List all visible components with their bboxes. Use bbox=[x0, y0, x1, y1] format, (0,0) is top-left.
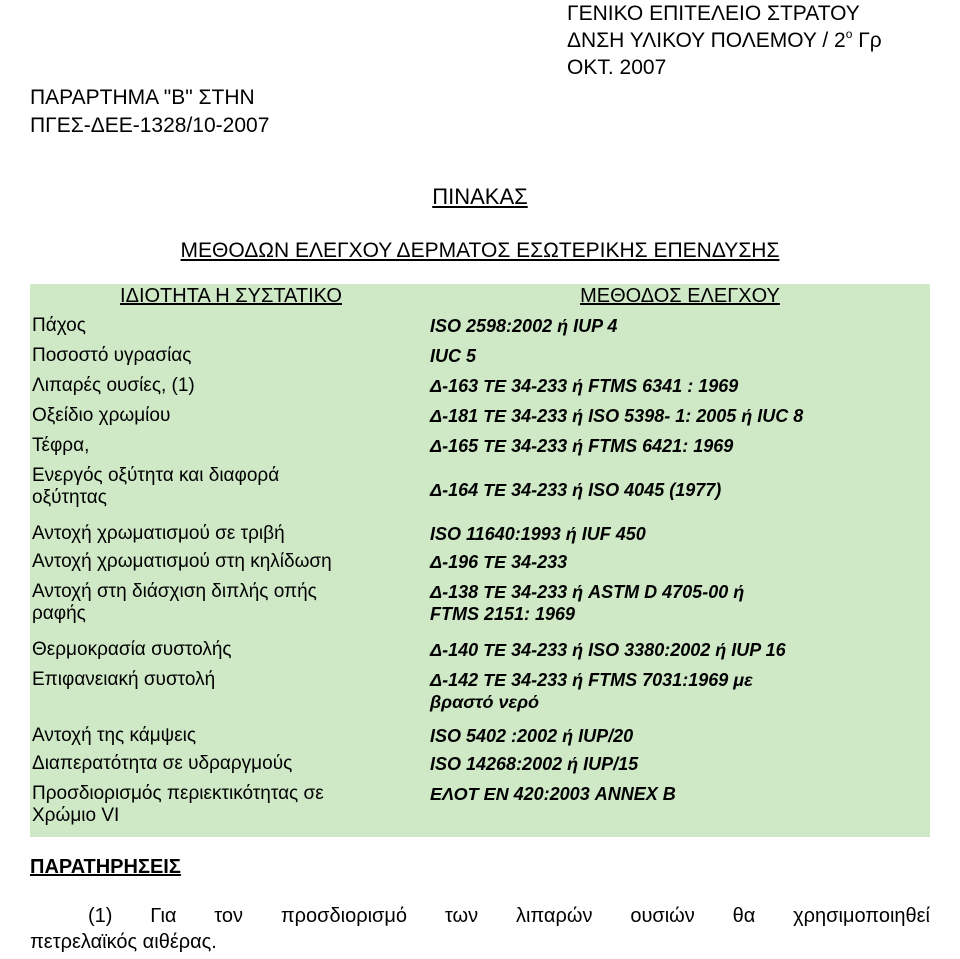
methods-table bbox=[30, 284, 930, 837]
row-property: Λιπαρές ουσίες, (1) bbox=[32, 375, 195, 396]
row-method: ISO 14268:2002 ή IUP/15 bbox=[430, 754, 639, 774]
row-method: Δ-196 ΤΕ 34-233 bbox=[430, 552, 568, 572]
table-row bbox=[30, 665, 930, 721]
table-row bbox=[30, 433, 930, 463]
row-property: Προσδιορισμός περιεκτικότητας σε Χρώμιο VI bbox=[32, 783, 324, 826]
row-method: Δ-138 ΤΕ 34-233 ή ASTM D 4705-00 ή FTMS 2151: 1969 bbox=[430, 582, 745, 624]
footnote-1 bbox=[30, 903, 930, 955]
table-row bbox=[30, 721, 930, 751]
footnote-1-line-1: (1) Για τον προσδιορισμό των λιπαρών ουσιών θα χρησιμοποιηθεί bbox=[88, 905, 930, 927]
row-property: Οξείδιο χρωμίου bbox=[32, 405, 171, 426]
row-method: ΕΛΟΤ ΕΝ 420:2003 ANNEX B bbox=[430, 784, 676, 804]
table-row bbox=[30, 343, 930, 373]
page-subtitle: ΜΕΘΟΔΩΝ ΕΛΕΓΧΟΥ ΔΕΡΜΑΤΟΣ ΕΣΩΤΕΡΙΚΗΣ ΕΠΕΝΔΥΣΗΣ bbox=[180, 239, 780, 262]
row-method: ISO 11640:1993 ή IUF 450 bbox=[430, 524, 646, 544]
row-property: Πάχος bbox=[32, 315, 86, 336]
notes-title: ΠΑΡΑΤΗΡΗΣΕΙΣ bbox=[30, 856, 181, 878]
row-property: Αντοχή της κάμψεις bbox=[32, 725, 197, 746]
table-row bbox=[30, 579, 930, 635]
row-method: Δ-142 ΤΕ 34-233 ή FTMS 7031:1969 με βραστό νερό bbox=[430, 670, 753, 712]
document-header-issuer bbox=[567, 0, 882, 81]
row-method: Δ-164 ΤΕ 34-233 ή ISO 4045 (1977) bbox=[430, 480, 722, 500]
row-property: Επιφανειακή συστολή bbox=[32, 669, 216, 690]
footnote-1-line-2: πετρελαϊκός αιθέρας. bbox=[30, 931, 217, 953]
table-row bbox=[30, 781, 930, 837]
row-method: ISO 5402 :2002 ή IUP/20 bbox=[430, 726, 634, 746]
row-property: Τέφρα, bbox=[32, 435, 90, 456]
page-title: ΠΙΝΑΚΑΣ bbox=[432, 184, 528, 209]
table-row bbox=[30, 313, 930, 343]
row-property: Διαπερατότητα σε υδραργμούς bbox=[32, 753, 293, 774]
row-property: Ενεργός οξύτητα και διαφορά οξύτητας bbox=[32, 465, 280, 508]
row-property: Αντοχή χρωματισμού στη κηλίδωση bbox=[32, 551, 332, 572]
table-row bbox=[30, 463, 930, 519]
table-row bbox=[30, 373, 930, 403]
table-row bbox=[30, 751, 930, 781]
row-method: ISO 2598:2002 ή IUP 4 bbox=[430, 316, 618, 336]
row-property: Θερμοκρασία συστολής bbox=[32, 639, 232, 660]
table-row bbox=[30, 403, 930, 433]
annex-line-1: ΠΑΡΑΡΤΗΜΑ "Β" ΣΤΗΝ bbox=[30, 86, 255, 109]
row-method: IUC 5 bbox=[430, 346, 477, 366]
issuer-date: ΟΚΤ. 2007 bbox=[567, 56, 667, 79]
row-method: Δ-140 ΤΕ 34-233 ή ISO 3380:2002 ή IUP 16 bbox=[430, 640, 786, 660]
header-method: ΜΕΘΟΔΟΣ ΕΛΕΓΧΟΥ bbox=[580, 285, 780, 307]
annex-line-2: ΠΓΕΣ-ΔΕΕ-1328/10-2007 bbox=[30, 114, 270, 137]
table-row bbox=[30, 635, 930, 665]
row-property: Ποσοστό υγρασίας bbox=[32, 345, 192, 366]
header-property: ΙΔΙΟΤΗΤΑ Η ΣΥΣΤΑΤΙΚΟ bbox=[120, 285, 342, 307]
row-method: Δ-181 ΤΕ 34-233 ή ISO 5398- 1: 2005 ή IUC 8 bbox=[430, 406, 804, 426]
table-row bbox=[30, 549, 930, 579]
table-row bbox=[30, 519, 930, 549]
row-method: Δ-163 ΤΕ 34-233 ή FTMS 6341 : 1969 bbox=[430, 376, 739, 396]
row-method: Δ-165 ΤΕ 34-233 ή FTMS 6421: 1969 bbox=[430, 436, 734, 456]
document-header-annex bbox=[30, 84, 269, 140]
issuer-line-2: ΔΝΣΗ ΥΛΙΚΟΥ ΠΟΛΕΜΟΥ / $2^o$ Γρ bbox=[567, 27, 882, 52]
table-header-row bbox=[30, 284, 930, 313]
row-property: Αντοχή στη διάσχιση διπλής οπής ραφής bbox=[32, 581, 317, 624]
row-property: Αντοχή χρωματισμού σε τριβή bbox=[32, 523, 285, 544]
issuer-line-1: ΓΕΝΙΚΟ ΕΠΙΤΕΛΕΙΟ ΣΤΡΑΤΟΥ bbox=[567, 2, 860, 25]
